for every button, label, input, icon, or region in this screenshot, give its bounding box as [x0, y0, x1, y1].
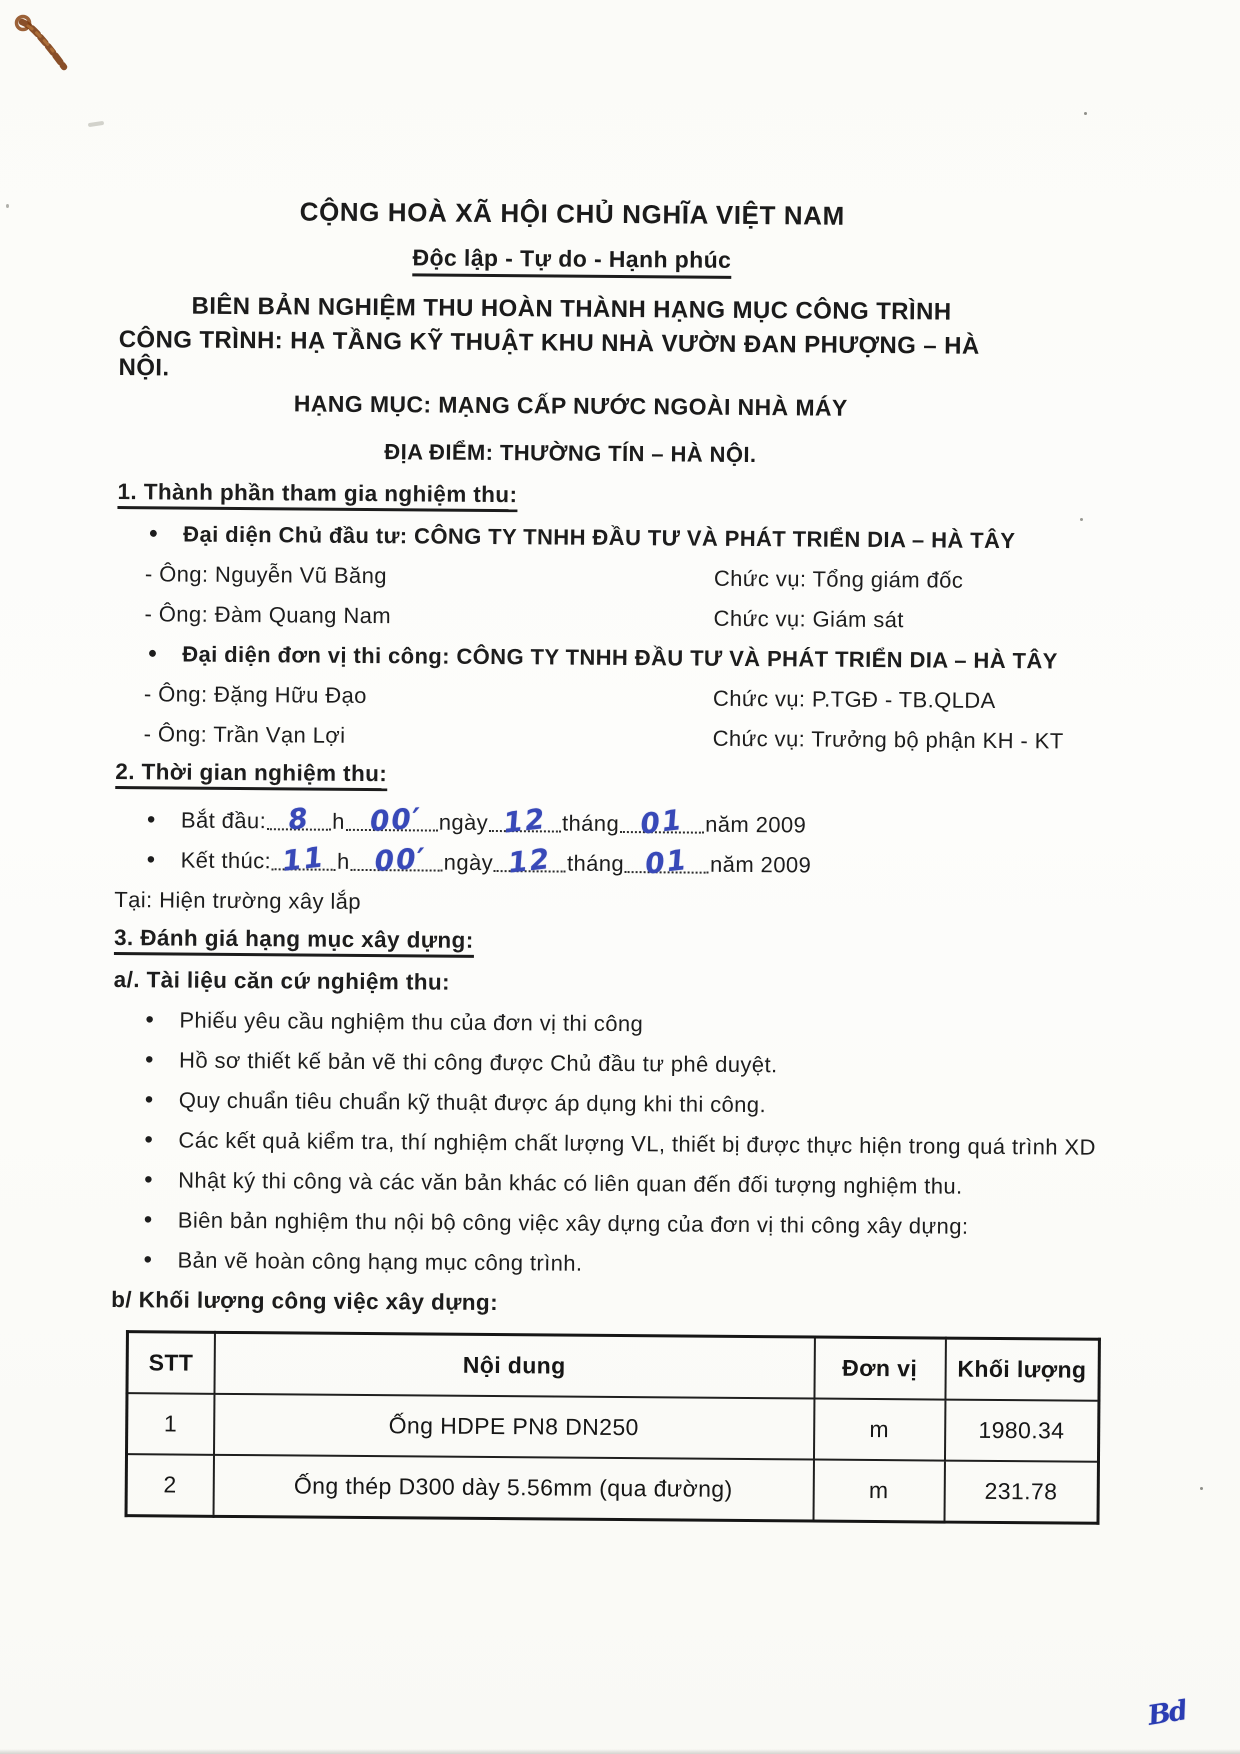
table-header-cell: Khối lượng [945, 1338, 1099, 1401]
handwritten-start-month: 01 [638, 802, 686, 841]
member-position: Chức vụ: Giám sát [713, 605, 904, 633]
national-motto: Độc lập - Tự do - Hạnh phúc [119, 234, 1024, 289]
section1-heading: 1. Thành phần tham gia nghiệm thu: [117, 474, 1172, 522]
item-line: HẠNG MỤC: MẠNG CẤP NƯỚC NGOÀI NHÀ MÁY [293, 389, 848, 421]
document-title: BIÊN BẢN NGHIỆM THU HOÀN THÀNH HẠNG MỤC CÔNG TRÌNH [191, 292, 952, 326]
bullet-icon [145, 1086, 179, 1114]
bullet-text: Phiếu yêu cầu nghiệm thu của đơn vị thi công [179, 1007, 644, 1037]
bullet-icon [144, 1126, 178, 1154]
at-location-line: Tại: Hiện trường xây lắp [114, 887, 362, 914]
handwritten-start-hour: 8 [286, 801, 312, 837]
year-label: năm 2009 [705, 811, 807, 838]
document-header [118, 186, 1025, 481]
handwritten-end-hour: 11 [280, 840, 328, 878]
end-minute-field [351, 841, 443, 878]
table-cell-stt: 2 [126, 1454, 213, 1516]
subsection-b-heading: b/ Khối lượng công việc xây dựng: [111, 1287, 499, 1316]
start-day-field [489, 801, 561, 840]
bullet-text: Hồ sơ thiết kế bản vẽ thi công được Chủ đầu tư phê duyệt. [179, 1047, 778, 1078]
day-label: ngày [438, 809, 489, 835]
end-day-field [494, 841, 566, 880]
handwritten-end-minute: 00′ [373, 841, 429, 878]
start-label: Bắt đầu: [180, 807, 267, 834]
section3-heading: 3. Đánh giá hạng mục xây dựng: [114, 920, 1169, 968]
member-position: Chức vụ: Trưởng bộ phận KH - KT [712, 725, 1064, 754]
month-label: tháng [566, 850, 625, 877]
table-header-cell: Nội dung [214, 1332, 814, 1398]
table-header-cell: Đơn vị [814, 1337, 945, 1400]
month-label: tháng [561, 810, 620, 836]
national-title: CỘNG HOÀ XÃ HỘI CHỦ NGHĨA VIỆT NAM [299, 195, 845, 231]
table-cell-content: Ống thép D300 dày 5.56mm (qua đường) [213, 1455, 813, 1521]
table-cell-content: Ống HDPE PN8 DN250 [214, 1394, 814, 1460]
table-cell-unit: m [813, 1460, 944, 1523]
member-name: - Ông: Trần Vạn Lợi [143, 721, 346, 748]
start-minute-field [346, 801, 438, 838]
handwritten-start-minute: 00′ [368, 801, 424, 838]
section2-heading: 2. Thời gian nghiệm thu: [115, 754, 1170, 802]
bullet-icon [144, 1166, 178, 1194]
bullet-icon [144, 1206, 178, 1234]
signature-initials: Bd [1145, 1695, 1188, 1732]
project-line: CÔNG TRÌNH: HẠ TẦNG KỸ THUẬT KHU NHÀ VƯỜN ĐAN PHƯỢNG – HÀ NỘI. [118, 326, 980, 382]
day-label: ngày [443, 849, 494, 876]
table-cell-volume: 1980.34 [944, 1400, 1098, 1462]
bullet-icon [145, 1006, 179, 1034]
bullet-text: Biên bản nghiệm thu nội bộ công việc xây dựng của đơn vị thi công xây dựng: [177, 1207, 969, 1239]
bullet-text: Các kết quả kiểm tra, thí nghiệm chất lượng VL, thiết bị được thực hiện trong quá trình XD [178, 1127, 1096, 1160]
table-header-row [127, 1332, 1099, 1401]
start-hour-field [267, 801, 331, 837]
group-role-text: Đại diện đơn vị thi công: CÔNG TY TNHH ĐẦU TƯ VÀ PHÁT TRIỂN DIA – HÀ TÂY [182, 641, 1058, 674]
bullet-text: Nhật ký thi công và các văn bản khác có liên quan đến đối tượng nghiệm thu. [178, 1167, 963, 1199]
member-position: Chức vụ: Tổng giám đốc [713, 565, 964, 593]
year-label: năm 2009 [710, 851, 812, 878]
table-cell-stt: 1 [127, 1393, 214, 1455]
table-row [127, 1393, 1099, 1462]
bullet-icon [148, 640, 182, 668]
bullet-icon [145, 1046, 179, 1074]
end-label: Kết thúc: [180, 847, 272, 874]
table-row [126, 1454, 1098, 1523]
hour-unit-label: h [332, 808, 345, 834]
start-month-field [620, 802, 704, 841]
table-header-cell: STT [127, 1332, 214, 1394]
end-hour-field [272, 840, 336, 878]
member-position: Chức vụ: P.TGĐ - TB.QLDA [712, 685, 996, 713]
bullet-text: Quy chuẩn tiêu chuẩn kỹ thuật được áp dụng khi thi công. [178, 1087, 767, 1118]
bullet-icon [147, 846, 181, 874]
bullet-icon [143, 1246, 177, 1274]
hour-unit-label: h [337, 848, 350, 874]
member-name: - Ông: Đàm Quang Nam [144, 601, 392, 629]
end-month-field [625, 843, 709, 881]
table-cell-unit: m [813, 1399, 944, 1461]
handwritten-start-day: 12 [501, 801, 549, 840]
bullet-text: Bản vẽ hoàn công hạng mục công trình. [177, 1247, 583, 1276]
page-bottom-edge [0, 1749, 1240, 1754]
group-role-text: Đại diện Chủ đầu tư: CÔNG TY TNHH ĐẦU TƯ VÀ PHÁT TRIỂN DIA – HÀ TÂY [183, 521, 1016, 554]
table-cell-volume: 231.78 [944, 1461, 1098, 1524]
bullet-icon [149, 520, 183, 548]
location-line: ĐỊA ĐIỂM: THƯỜNG TÍN – HÀ NỘI. [384, 439, 757, 468]
member-name: - Ông: Nguyễn Vũ Băng [144, 561, 388, 589]
handwritten-end-day: 12 [506, 841, 554, 880]
member-name: - Ông: Đặng Hữu Đạo [143, 681, 367, 709]
handwritten-end-month: 01 [643, 843, 691, 881]
subsection-a-heading: a/. Tài liệu căn cứ nghiệm thu: [113, 967, 451, 995]
bullet-icon [147, 806, 181, 834]
volume-table [125, 1330, 1101, 1525]
